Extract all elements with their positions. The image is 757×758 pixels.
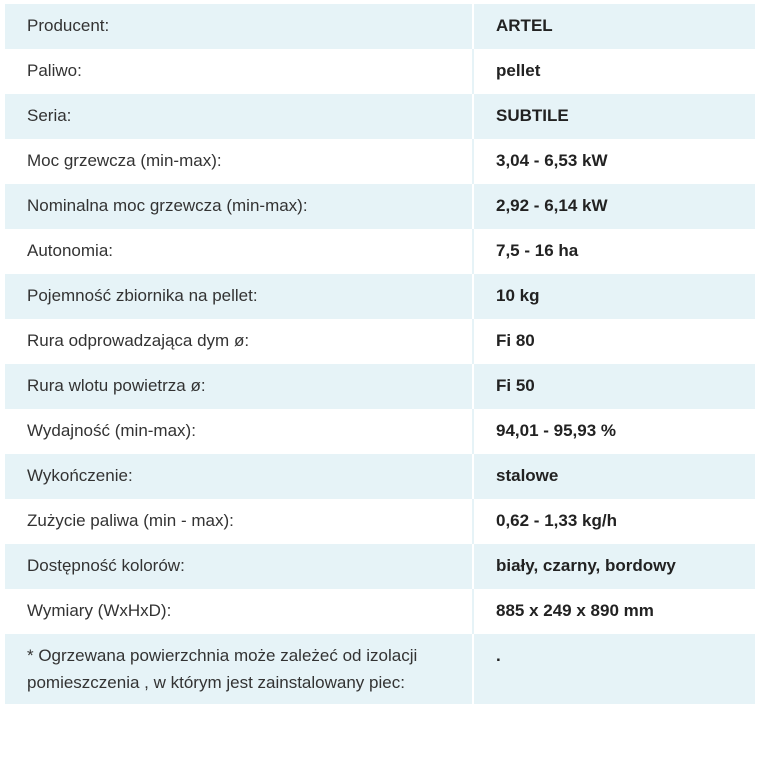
table-row (5, 94, 755, 139)
spec-label: Wymiary (WxHxD): (5, 589, 474, 634)
table-row (5, 364, 755, 409)
spec-label: Dostępność kolorów: (5, 544, 474, 589)
spec-label: Paliwo: (5, 49, 474, 94)
table-row (5, 319, 755, 364)
table-row (5, 229, 755, 274)
note-text: * Ogrzewana powierzchnia może zależeć od izolacji pomieszczenia , w którym jest zainstalowany piec: (5, 634, 474, 704)
spec-label: Seria: (5, 94, 474, 139)
spec-value: stalowe (474, 454, 755, 499)
spec-value: pellet (474, 49, 755, 94)
spec-value: 0,62 - 1,33 kg/h (474, 499, 755, 544)
spec-value: 2,92 - 6,14 kW (474, 184, 755, 229)
spec-value: 94,01 - 95,93 % (474, 409, 755, 454)
spec-label: Pojemność zbiornika na pellet: (5, 274, 474, 319)
spec-table (5, 4, 755, 704)
spec-label: Rura wlotu powietrza ø: (5, 364, 474, 409)
spec-label: Producent: (5, 4, 474, 49)
note-row (5, 634, 755, 704)
spec-value: Fi 80 (474, 319, 755, 364)
spec-label: Zużycie paliwa (min - max): (5, 499, 474, 544)
spec-value: 7,5 - 16 ha (474, 229, 755, 274)
table-row (5, 49, 755, 94)
table-row (5, 4, 755, 49)
table-row (5, 544, 755, 589)
table-row (5, 454, 755, 499)
table-row (5, 409, 755, 454)
table-row (5, 274, 755, 319)
spec-value: 885 x 249 x 890 mm (474, 589, 755, 634)
table-row (5, 499, 755, 544)
spec-label: Wykończenie: (5, 454, 474, 499)
spec-value: SUBTILE (474, 94, 755, 139)
spec-value: 10 kg (474, 274, 755, 319)
spec-label: Wydajność (min-max): (5, 409, 474, 454)
spec-label: Moc grzewcza (min-max): (5, 139, 474, 184)
table-row (5, 589, 755, 634)
spec-label: Nominalna moc grzewcza (min-max): (5, 184, 474, 229)
spec-label: Rura odprowadzająca dym ø: (5, 319, 474, 364)
spec-value: 3,04 - 6,53 kW (474, 139, 755, 184)
spec-value: biały, czarny, bordowy (474, 544, 755, 589)
spec-label: Autonomia: (5, 229, 474, 274)
spec-value: Fi 50 (474, 364, 755, 409)
spec-value: ARTEL (474, 4, 755, 49)
note-value: . (474, 634, 755, 704)
table-row (5, 184, 755, 229)
spec-table-body (5, 4, 755, 704)
table-row (5, 139, 755, 184)
